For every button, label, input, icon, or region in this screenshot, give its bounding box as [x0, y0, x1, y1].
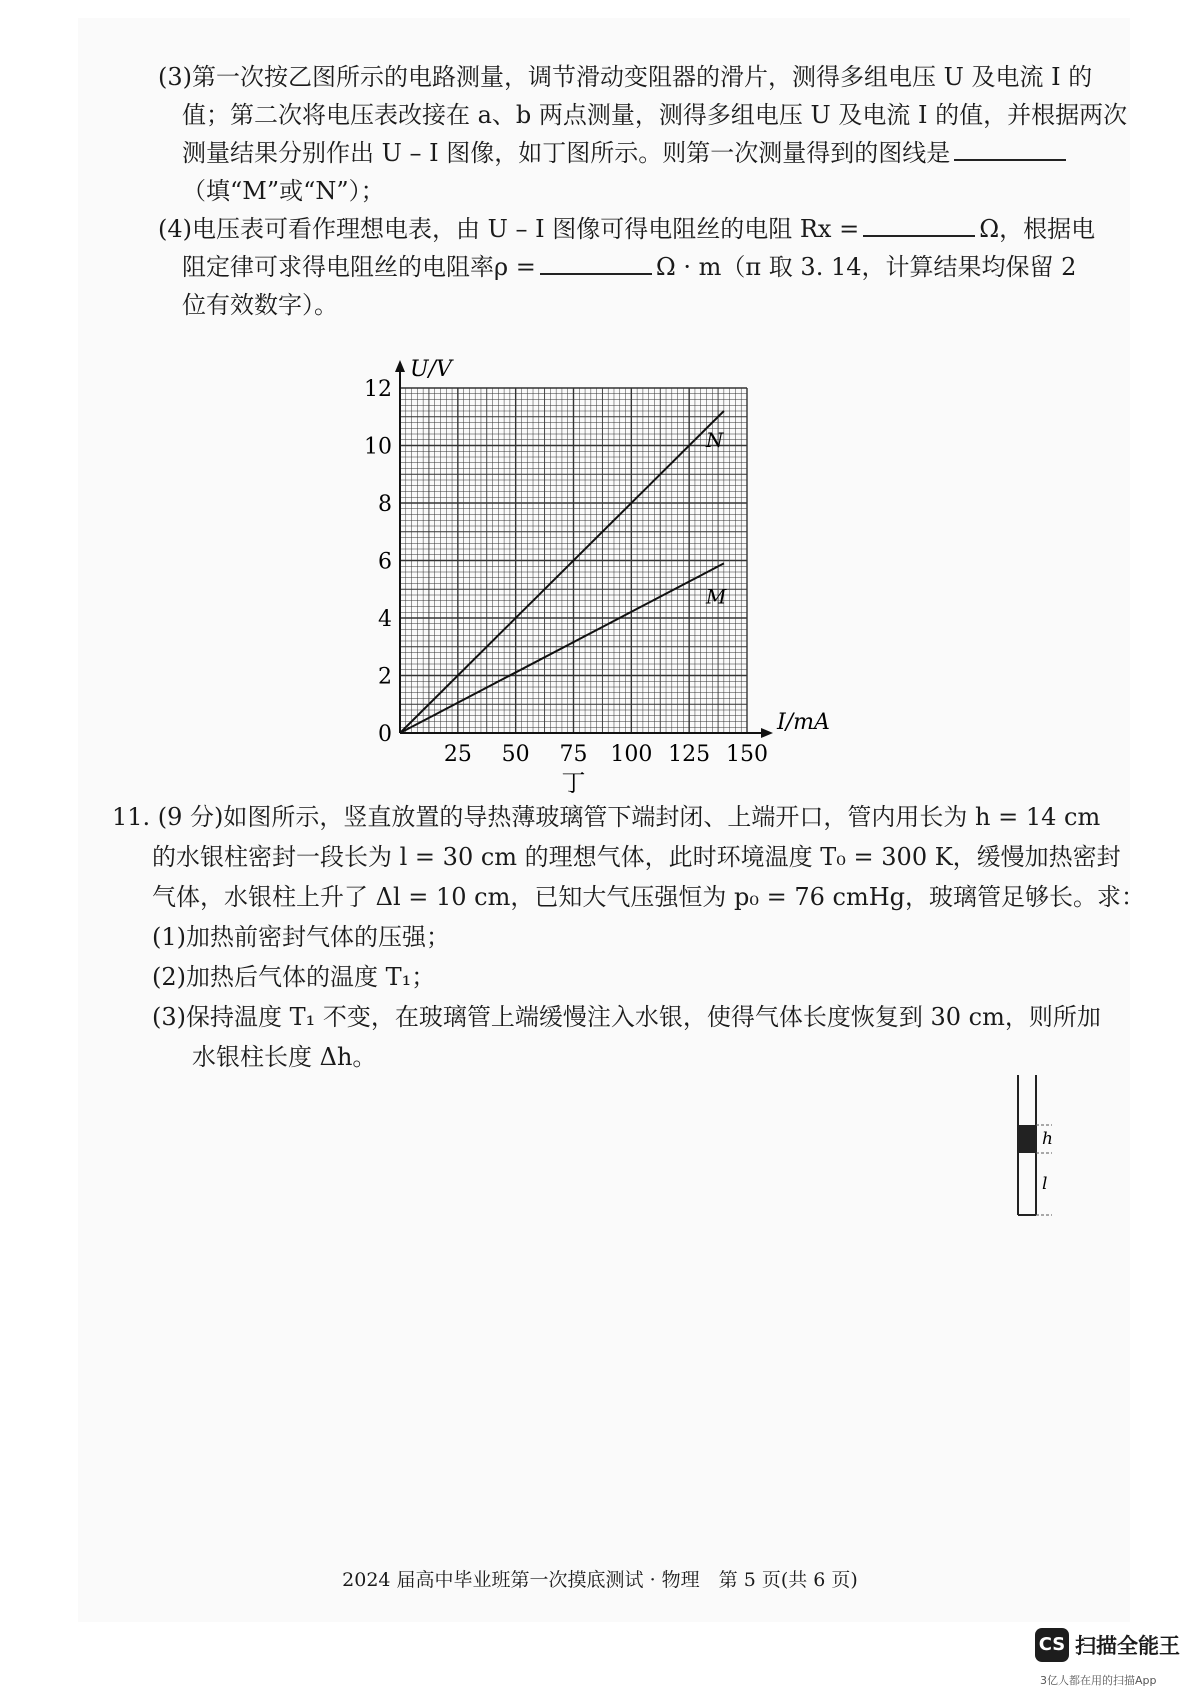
u-i-chart	[0, 0, 1200, 800]
q10-4-line2a: 阻定律可求得电阻丝的电阻率ρ =	[182, 253, 536, 281]
y-tick-label: 12	[364, 377, 392, 402]
y-tick-label: 8	[378, 492, 392, 517]
glass-tube-diagram	[1000, 1075, 1080, 1225]
q10-4-line2b: Ω · m（π 取 3. 14，计算结果均保留 2	[655, 253, 1077, 281]
x-tick-label: 125	[668, 742, 711, 767]
q11-line2: 的水银柱密封一段长为 l = 30 cm 的理想气体，此时环境温度 T₀ = 300 K，缓慢加热密封	[152, 843, 1121, 871]
mercury-column	[1018, 1125, 1036, 1153]
x-axis-label: I/mA	[777, 710, 830, 735]
camscanner-slogan: 3亿人都在用的扫描App	[1040, 1674, 1157, 1687]
x-tick-label: 100	[610, 742, 653, 767]
y-tick-label: 0	[378, 722, 392, 747]
label-h: h	[1042, 1129, 1053, 1149]
q11-sub3: (3)保持温度 T₁ 不变，在玻璃管上端缓慢注入水银，使得气体长度恢复到 30 cm，则所加	[152, 1003, 1101, 1031]
q10-3-line2: 值；第二次将电压表改接在 a、b 两点测量，测得多组电压 U 及电流 I 的值，并根据两次	[182, 101, 1128, 129]
y-tick-label: 2	[378, 664, 392, 690]
y-axis-label: U/V	[410, 357, 452, 382]
page-footer: 2024 届高中毕业班第一次摸底测试 · 物理 第 5 页(共 6 页)	[342, 1569, 858, 1591]
y-axis-arrow	[395, 360, 405, 372]
q11-sub3b: 水银柱长度 Δh。	[192, 1043, 377, 1071]
y-tick-label: 6	[378, 549, 392, 575]
camscanner-logo: CS	[1035, 1628, 1069, 1662]
label-l: l	[1042, 1174, 1048, 1194]
chart-title: 丁	[561, 769, 586, 797]
q11-line1: 11. (9 分)如图所示，竖直放置的导热薄玻璃管下端封闭、上端开口，管内用长为 h = 14 cm	[112, 803, 1101, 831]
q10-4-line1a: (4)电压表可看作理想电表，由 U – I 图像可得电阻丝的电阻 Rx =	[158, 215, 860, 243]
q11-sub2: (2)加热后气体的温度 T₁；	[152, 963, 436, 991]
q10-3-line1: (3)第一次按乙图所示的电路测量，调节滑动变阻器的滑片，测得多组电压 U 及电流 I 的	[158, 63, 1093, 91]
y-tick-label: 10	[364, 434, 392, 460]
x-axis-arrow	[761, 728, 773, 738]
y-tick-label: 4	[378, 607, 392, 632]
q11-line3: 气体，水银柱上升了 Δl = 10 cm，已知大气压强恒为 p₀ = 76 cmHg，玻璃管足够长。求：	[152, 883, 1146, 911]
series-label-M: M	[705, 584, 727, 609]
series-label-N: N	[705, 428, 724, 452]
x-tick-label: 75	[559, 742, 588, 767]
camscanner-name: 扫描全能王	[1075, 1634, 1180, 1658]
q10-4-line3: 位有效数字）。	[182, 291, 338, 319]
q11-sub1: (1)加热前密封气体的压强；	[152, 923, 450, 951]
x-tick-label: 25	[443, 742, 472, 767]
x-tick-label: 50	[501, 742, 530, 767]
q10-4-line1b: Ω，根据电	[979, 215, 1096, 243]
q10-3-line3-text: 测量结果分别作出 U – I 图像，如丁图所示。则第一次测量得到的图线是	[182, 139, 951, 167]
x-tick-label: 150	[726, 742, 768, 767]
q10-3-line4: （填“M”或“N”）；	[182, 177, 385, 205]
